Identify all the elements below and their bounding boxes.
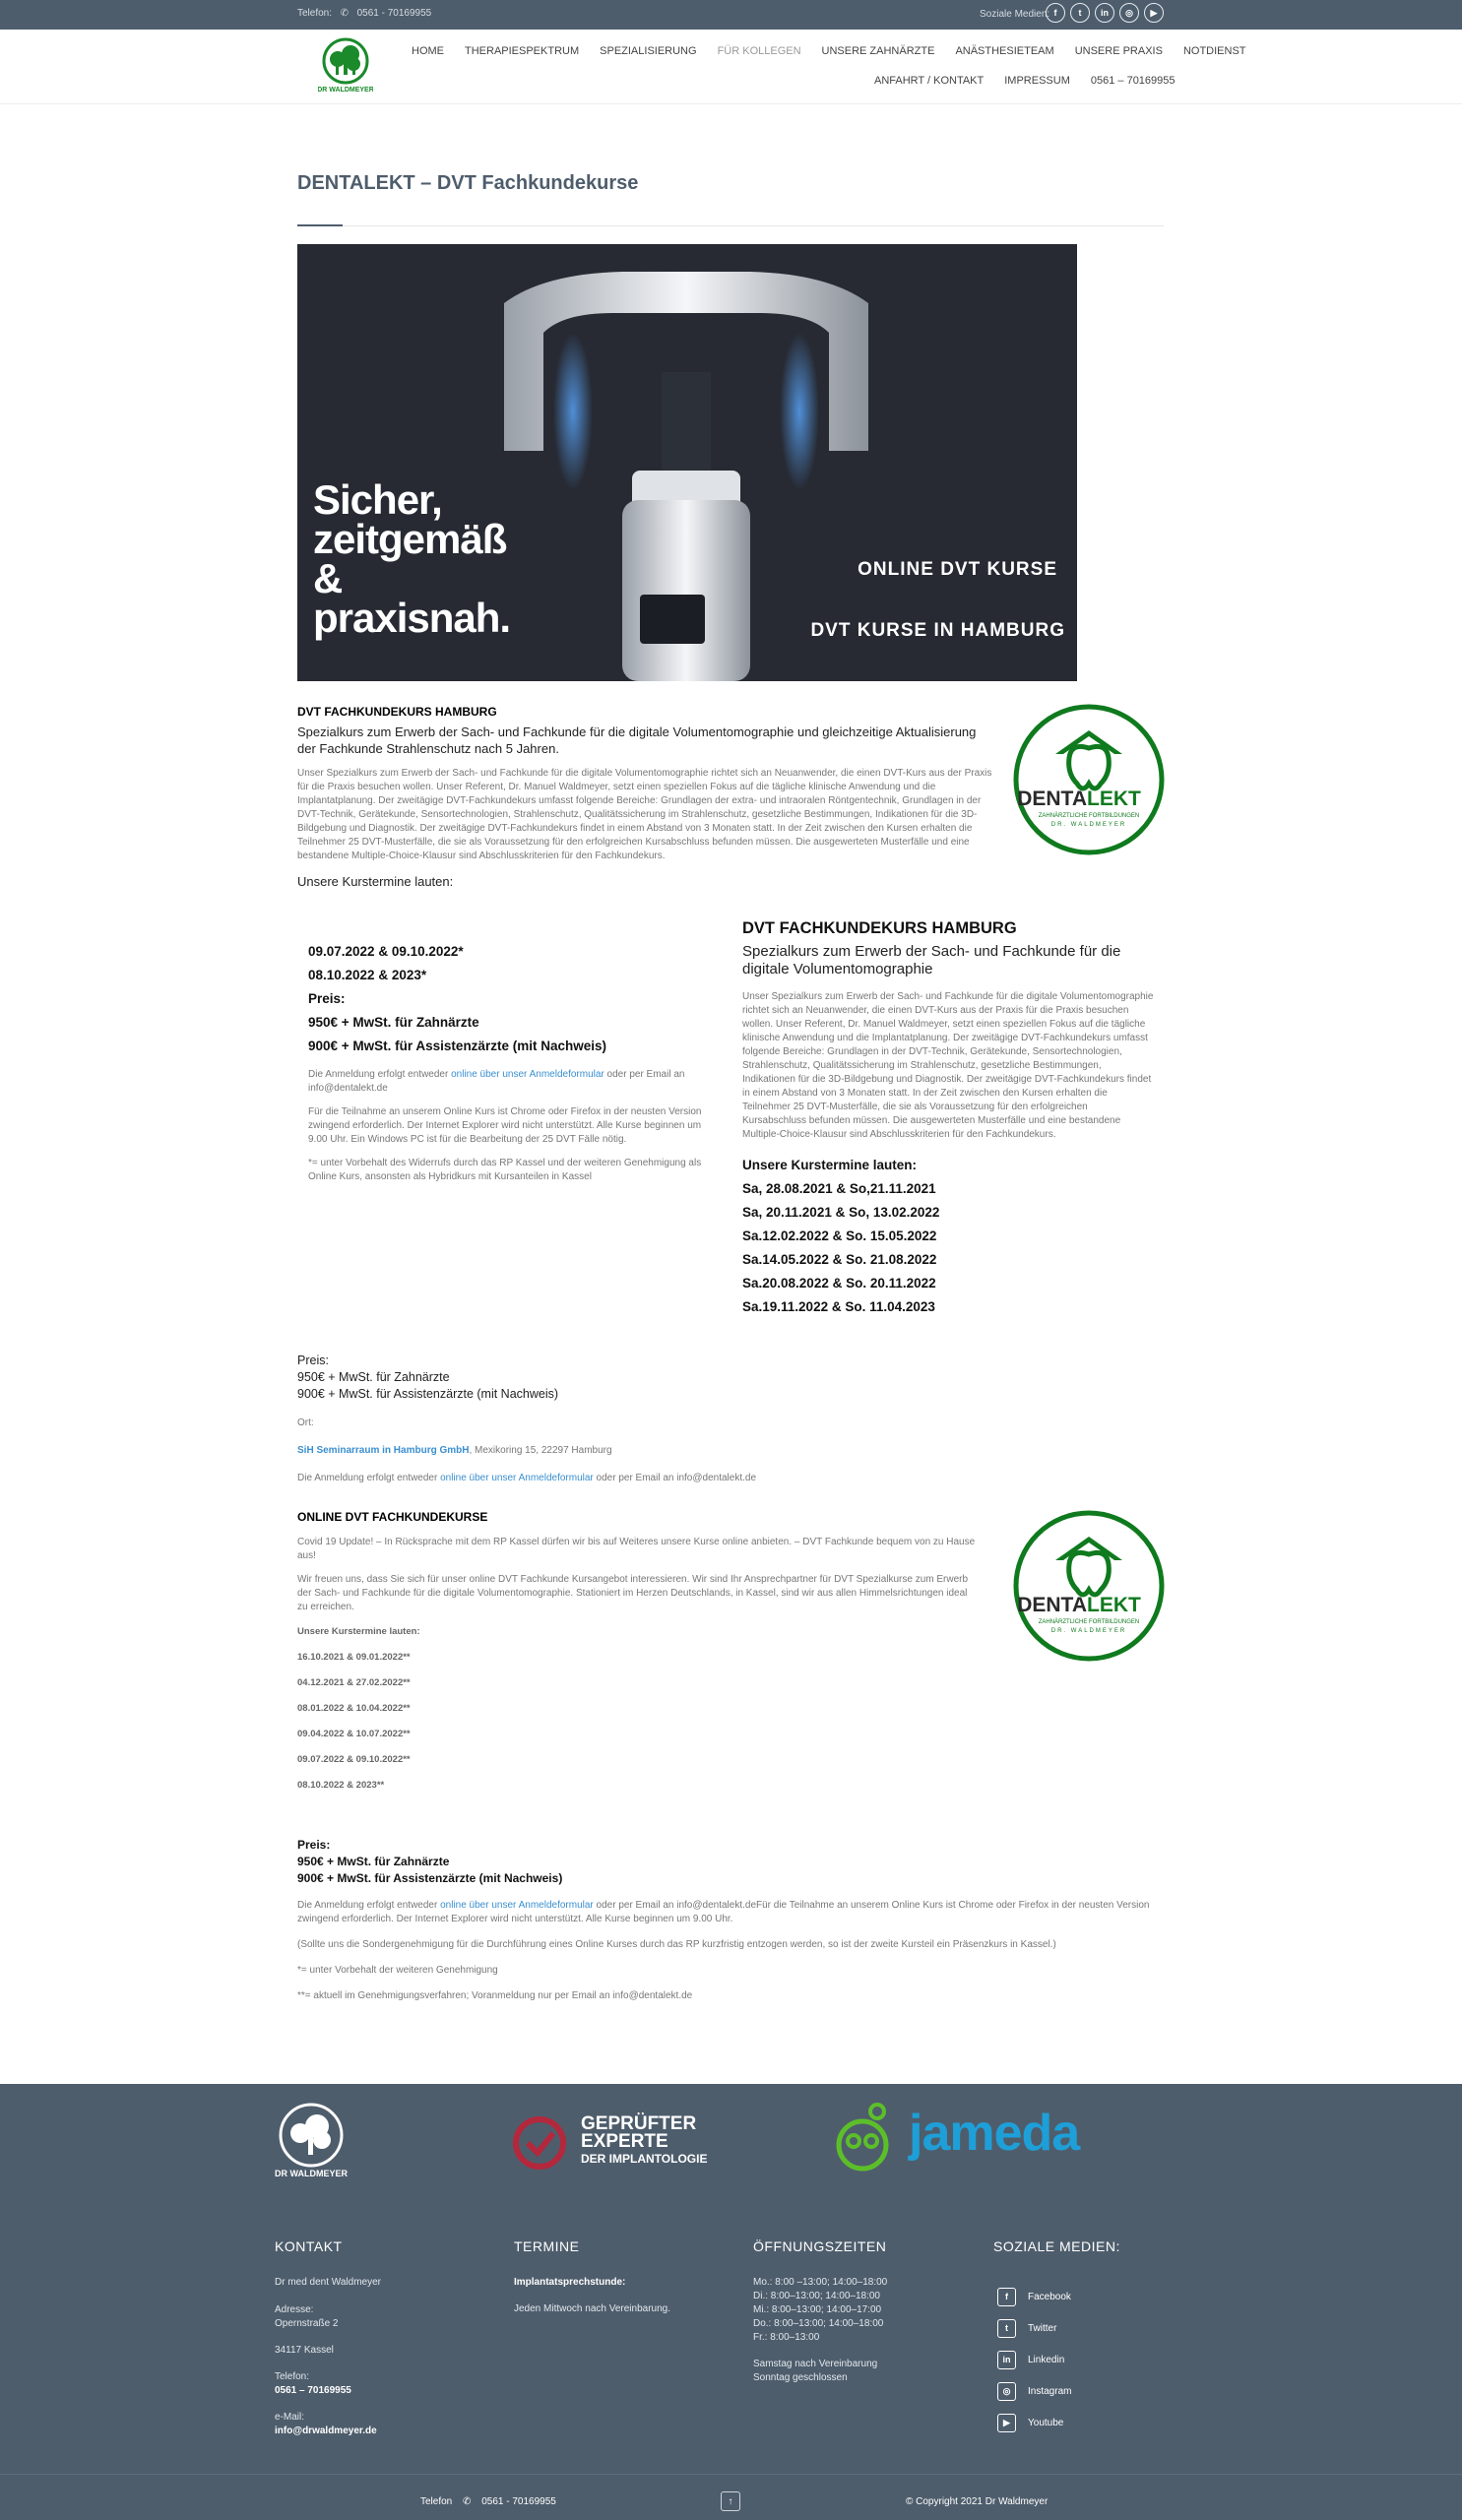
footer-youtube-link[interactable]: ▶ Youtube <box>997 2407 1071 2438</box>
phone-icon: ✆ <box>463 2496 472 2507</box>
right-lead: Spezialkurs zum Erwerb der Sach- und Fachkunde für die digitale Volumentomographie <box>742 943 1121 977</box>
footer-social-title: SOZIALE MEDIEN: <box>993 2238 1120 2254</box>
site-footer <box>0 2084 1462 2520</box>
main-nav-row2 <box>874 75 1176 87</box>
site-header <box>0 30 1462 104</box>
instagram-icon: ◎ <box>997 2382 1016 2401</box>
online-footnote-1: *= unter Vorbehalt der weiteren Genehmigung <box>297 1965 498 1976</box>
svg-text:DR. WALDMEYER: DR. WALDMEYER <box>1050 1628 1127 1634</box>
hh-ort-label: Ort: <box>297 1418 314 1428</box>
termine-label: Unsere Kurstermine lauten: <box>297 874 454 889</box>
anmeldeformular-link[interactable]: online über unser Anmeldeformular <box>440 1900 594 1911</box>
nav-spezialisierung[interactable]: SPEZIALISIERUNG <box>600 45 697 57</box>
hamburg-info <box>297 1353 1164 1485</box>
twitter-icon[interactable]: t <box>1070 3 1090 23</box>
svg-text:LEKT: LEKT <box>1087 1594 1141 1616</box>
right-heading: DVT FACHKUNDEKURS HAMBURG <box>742 919 1017 937</box>
svg-text:DENTA: DENTA <box>1017 788 1087 810</box>
footer-termine: Implantatsprechstunde: Jeden Mittwoch nach Vereinbarung. <box>514 2277 670 2314</box>
nav-fuer-kollegen[interactable]: FÜR KOLLEGEN <box>717 45 801 57</box>
linkedin-icon: in <box>997 2351 1016 2369</box>
online-date: 09.07.2022 & 09.10.2022** <box>297 1754 411 1765</box>
footer-bottom-phone[interactable]: Telefon ✆ 0561 - 70169955 <box>420 2496 556 2507</box>
hero-tag-online: ONLINE DVT KURSE <box>858 559 1057 580</box>
right-date: Sa, 28.08.2021 & So,21.11.2021 <box>742 1181 936 1196</box>
online-date: 08.10.2022 & 2023** <box>297 1780 385 1791</box>
social-label: Soziale Medien: <box>980 9 1050 20</box>
hero-tag-hamburg: DVT KURSE IN HAMBURG <box>810 620 1065 641</box>
left-footnote: *= unter Vorbehalt des Widerrufs durch das RP Kassel und der weiteren Genehmigung als Online Kurs, ansonsten als Hybridkurs mit Kursanteilen in Kassel <box>308 1158 702 1182</box>
jameda-doctor-icon <box>832 2102 893 2173</box>
section-lead: Spezialkurs zum Erwerb der Sach- und Fachkunde für die digitale Volumentomographie und gleichzeitige Aktualisierung der Fachkunde Strahlenschutz nach 5 Jahren. <box>297 724 977 756</box>
nav-impressum[interactable]: IMPRESSUM <box>1004 75 1070 87</box>
right-date-list <box>742 1177 1154 1319</box>
online-date: 08.01.2022 & 10.04.2022** <box>297 1703 411 1714</box>
right-termine-label: Unsere Kurstermine lauten: <box>742 1158 918 1172</box>
right-date: Sa.20.08.2022 & So. 20.11.2022 <box>742 1276 936 1291</box>
svg-text:DR WALDMEYER: DR WALDMEYER <box>275 2169 348 2178</box>
phone-number[interactable]: 0561 - 70169955 <box>356 8 432 19</box>
right-date: Sa.14.05.2022 & So. 21.08.2022 <box>742 1252 937 1267</box>
footer-kontakt: Dr med dent Waldmeyer Adresse: Opernstraße 2 34117 Kassel Telefon: 0561 – 70169955 e-Mail: info@drwaldmeyer.de <box>275 2276 472 2438</box>
phone-label: Telefon: <box>297 8 333 19</box>
facebook-icon[interactable]: f <box>1046 3 1065 23</box>
left-price-1: 950€ + MwSt. für Zahnärzte <box>308 1015 479 1030</box>
right-course-column <box>742 919 1154 1319</box>
footer-oeffnung: Mo.: 8:00 –13:00; 14:00–18:00 Di.: 8:00–13:00; 14:00–18:00 Mi.: 8:00–13:00; 14:00–17:00 Do.: 8:00–13:00; 14:00–18:00 Fr.: 8:00–13:00 Samstag nach Vereinbarung Sonntag geschlossen <box>753 2277 888 2383</box>
title-divider <box>297 225 1164 226</box>
hh-price-1: 950€ + MwSt. für Zahnärzte <box>297 1370 450 1384</box>
experte-seal-icon <box>512 2115 567 2171</box>
experte-text: GEPRÜFTER EXPERTE DER IMPLANTOLOGIE <box>581 2113 708 2166</box>
section-heading: DVT FACHKUNDEKURS HAMBURG <box>297 705 497 719</box>
left-anmeldung: Die Anmeldung erfolgt entweder online über unser Anmeldeformular oder per Email an info@dentalekt.de <box>308 1069 685 1094</box>
left-date-1: 09.07.2022 & 09.10.2022* <box>308 944 464 959</box>
footer-instagram-link[interactable]: ◎ Instagram <box>997 2375 1071 2407</box>
topbar-phone[interactable] <box>297 8 431 19</box>
online-intro: Wir freuen uns, dass Sie sich für unser online DVT Fachkunde Kursangebot interessieren. Wir sind Ihr Ansprechpartner für DVT Spezialkurse zum Erwerb der Sach- und Fachkunde für die digitale Volumentomographie. Stationiert im Herzen Deutschlands, in Kassel, sind wir aus allen Himmelsrichtungen ideal zu erreichen. <box>297 1574 969 1612</box>
footer-logo[interactable] <box>273 2102 350 2187</box>
twitter-icon: t <box>997 2319 1016 2338</box>
footer-kontakt-title: KONTAKT <box>275 2238 343 2254</box>
hh-ort: SiH Seminarraum in Hamburg GmbH, Mexikoring 15, 22297 Hamburg <box>297 1445 612 1456</box>
svg-text:ZAHNÄRZTLICHE FORTBILDUNGEN: ZAHNÄRZTLICHE FORTBILDUNGEN <box>1038 813 1140 819</box>
section-body: Unser Spezialkurs zum Erwerb der Sach- und Fachkunde für die digitale Volumentomographie richtet sich an Neuanwender, die einen DVT-Kurs aus der Praxis für die Praxis besuchen wollen. Unser Referent, Dr. Manuel Waldmeyer, setzt einen speziellen Fokus auf die tägliche klinische Anwendung und die Implantatplanung. Der zweitägige DVT-Fachkundekurs umfasst folgende Bereiche: Grundlagen der extra- und intraoralen Röntgentechnik, Grundlagen in der DVT-Technik, Gerätekunde, Sensortechnologien, Strahlenschutz, Qualitätssicherung im Strahlenschutz, gesetzliche Bestimmungen, Indikationen für die 3D-Bildgebung und Diagnostik. Der zweitägige DVT-Fachkundekurs findet in einem Abstand von 3 Monaten statt. In der Zeit zwischen den Kursen erhalten die Teilnehmer 25 DVT-Musterfälle, die sie als Voraussetzung für den erfolgreichen Kursabschluss befunden müssen. Die ausgewerteten Musterfälle und eine bestandene Multiple-Choice-Klausur sind Abschlusskriterien für den Fachkundekurs. <box>297 768 992 861</box>
topbar-social-icons <box>1046 3 1164 23</box>
online-price-1: 950€ + MwSt. für Zahnärzte <box>297 1855 450 1868</box>
online-sonder: (Sollte uns die Sondergenehmigung für die Durchführung eines Online Kurses durch das RP kurzfristig entzogen werden, so ist der zweite Kursteil ein Präsenzkurs in Kassel.) <box>297 1939 1056 1950</box>
youtube-icon: ▶ <box>997 2414 1016 2432</box>
phone-icon: ✆ <box>340 8 349 19</box>
left-price-2: 900€ + MwSt. für Assistenzärzte (mit Nachweis) <box>308 1039 606 1053</box>
right-body: Unser Spezialkurs zum Erwerb der Sach- und Fachkunde für die digitale Volumentomographie richtet sich an Neuanwender, die einen DVT-Kurs aus der Praxis für die Praxis besuchen wollen. Unser Referent, Dr. Manuel Waldmeyer, setzt einen speziellen Fokus auf die tägliche klinische Anwendung und die Implantatplanung. Der zweitägige DVT-Fachkundekurs umfasst folgende Bereiche: Grundlagen in der DVT-Technik, Gerätekunde, Sensortechnologien, Strahlenschutz, Qualitätssicherung im Strahlenschutz, gesetzliche Bestimmungen, Indikationen für die 3D-Bildgebung und Diagnostik. Der zweitägige DVT-Fachkundekurs findet in einem Abstand von 3 Monaten statt. In der Zeit zwischen den Kursen erhalten die Teilnehmer 25 DVT-Musterfälle, die sie als Voraussetzung für den erfolgreichen Kursabschluss befunden müssen. Die ausgewerteten Musterfälle und eine bestandene Multiple-Choice-Klausur sind Abschlusskriterien für den Fachkundekurs. <box>742 991 1154 1140</box>
online-date: 04.12.2021 & 27.02.2022** <box>297 1677 411 1688</box>
main-nav-row1 <box>412 45 1246 57</box>
footer-facebook-link[interactable]: f Facebook <box>997 2281 1071 2312</box>
left-browser-note: Für die Teilnahme an unserem Online Kurs ist Chrome oder Firefox in der neusten Version zwingend erforderlich. Der Internet Explorer wird nicht unterstützt. Alle Kurse beginnen um 9.00 Uhr. Ein Windows PC ist für die Bearbeitung der 25 DVT Fälle nötig. <box>308 1106 702 1145</box>
footer-phone[interactable]: 0561 – 70169955 <box>275 2385 351 2396</box>
nav-home[interactable]: HOME <box>412 45 444 57</box>
hero-headline: Sicher, zeitgemäß & praxisnah. <box>313 476 511 641</box>
chevron-up-icon: ↑ <box>728 2495 733 2507</box>
footer-email[interactable]: info@drwaldmeyer.de <box>275 2426 377 2436</box>
svg-text:LEKT: LEKT <box>1087 788 1141 810</box>
online-termine-label: Unsere Kurstermine lauten: <box>297 1626 420 1637</box>
youtube-icon[interactable]: ▶ <box>1144 3 1164 23</box>
section-hamburg-intro <box>297 705 994 890</box>
hero-banner <box>297 244 1077 681</box>
page-title: DENTALEKT – DVT Fachkundekurse <box>297 172 639 194</box>
svg-text:DR. WALDMEYER: DR. WALDMEYER <box>1050 822 1127 828</box>
site-logo[interactable] <box>318 37 373 94</box>
online-heading: ONLINE DVT FACHKUNDEKURSE <box>297 1510 488 1524</box>
footer-social-list <box>997 2281 1071 2438</box>
svg-text:DENTA: DENTA <box>1017 1594 1087 1616</box>
left-date-2: 08.10.2022 & 2023* <box>308 968 427 982</box>
nav-anfahrt-kontakt[interactable]: ANFAHRT / KONTAKT <box>874 75 985 87</box>
experte-badge <box>512 2113 709 2173</box>
right-date: Sa.19.11.2022 & So. 11.04.2023 <box>742 1299 935 1314</box>
facebook-icon: f <box>997 2288 1016 2306</box>
footer-termine-title: TERMINE <box>514 2238 580 2254</box>
online-date: 09.04.2022 & 10.07.2022** <box>297 1729 411 1739</box>
footer-linkedin-link[interactable]: in Linkedin <box>997 2344 1071 2375</box>
linkedin-icon[interactable]: in <box>1095 3 1114 23</box>
online-date: 16.10.2021 & 09.01.2022** <box>297 1652 411 1663</box>
dentalekt-logo <box>1012 1509 1166 1663</box>
nav-phone[interactable]: 0561 – 70169955 <box>1090 75 1176 87</box>
jameda-word: jameda <box>909 2105 1080 2162</box>
hh-anmeldung: Die Anmeldung erfolgt entweder online über unser Anmeldeformular oder per Email an info@dentalekt.de <box>297 1473 756 1483</box>
online-prices <box>297 1837 1164 2003</box>
footer-twitter-link[interactable]: t Twitter <box>997 2312 1071 2344</box>
footer-copyright: © Copyright 2021 Dr Waldmeyer <box>906 2496 1049 2507</box>
anmeldeformular-link[interactable]: online über unser Anmeldeformular <box>440 1473 594 1483</box>
footer-oeffnung-title: ÖFFNUNGSZEITEN <box>753 2238 887 2254</box>
top-bar <box>0 0 1462 30</box>
left-price-heading: Preis: <box>308 991 346 1006</box>
online-footnote-2: **= aktuell im Genehmigungsverfahren; Voranmeldung nur per Email an info@dentalekt.de <box>297 1990 693 2001</box>
online-section <box>297 1510 977 1791</box>
seminarraum-link[interactable]: SiH Seminarraum in Hamburg GmbH <box>297 1445 470 1456</box>
anmeldeformular-link[interactable]: online über unser Anmeldeformular <box>451 1069 604 1080</box>
online-covid: Covid 19 Update! – In Rücksprache mit dem RP Kassel dürfen wir bis auf Weiteres unsere Kurse online anbieten. – DVT Fachkunde bequem von zu Hause aus! <box>297 1537 976 1561</box>
online-price-heading: Preis: <box>297 1838 331 1852</box>
hh-price-heading: Preis: <box>297 1354 329 1367</box>
nav-anaesthesieteam[interactable]: ANÄSTHESIETEAM <box>955 45 1054 57</box>
title-divider-accent <box>297 224 343 226</box>
left-course-column <box>308 940 722 1184</box>
online-anmeldung: Die Anmeldung erfolgt entweder online über unser Anmeldeformular oder per Email an info@dentalekt.deFür die Teilnahme an unserem Online Kurs ist Chrome oder Firefox in der neusten Version zwingend erforderlich. Der Internet Explorer wird nicht unterstützt. Alle Kurse beginnen um 9.00 Uhr. <box>297 1900 1150 1924</box>
instagram-icon[interactable]: ◎ <box>1119 3 1139 23</box>
jameda-logo[interactable] <box>832 2100 1088 2178</box>
nav-unsere-praxis[interactable]: UNSERE PRAXIS <box>1074 45 1163 57</box>
dentalekt-logo <box>1012 703 1166 856</box>
hh-price-2: 900€ + MwSt. für Assistenzärzte (mit Nachweis) <box>297 1387 559 1401</box>
right-date: Sa, 20.11.2021 & So, 13.02.2022 <box>742 1205 940 1220</box>
nav-notdienst[interactable]: NOTDIENST <box>1182 45 1246 57</box>
online-price-2: 900€ + MwSt. für Assistenzärzte (mit Nachweis) <box>297 1871 563 1885</box>
right-date: Sa.12.02.2022 & So. 15.05.2022 <box>742 1228 937 1243</box>
nav-unsere-zahnaerzte[interactable]: UNSERE ZAHNÄRZTE <box>821 45 935 57</box>
scroll-to-top-button[interactable] <box>721 2491 740 2511</box>
svg-text:ZAHNÄRZTLICHE FORTBILDUNGEN: ZAHNÄRZTLICHE FORTBILDUNGEN <box>1038 1619 1140 1625</box>
nav-therapiespektrum[interactable]: THERAPIESPEKTRUM <box>465 45 580 57</box>
footer-divider <box>0 2474 1462 2475</box>
logo-text: DR WALDMEYER <box>318 87 373 94</box>
